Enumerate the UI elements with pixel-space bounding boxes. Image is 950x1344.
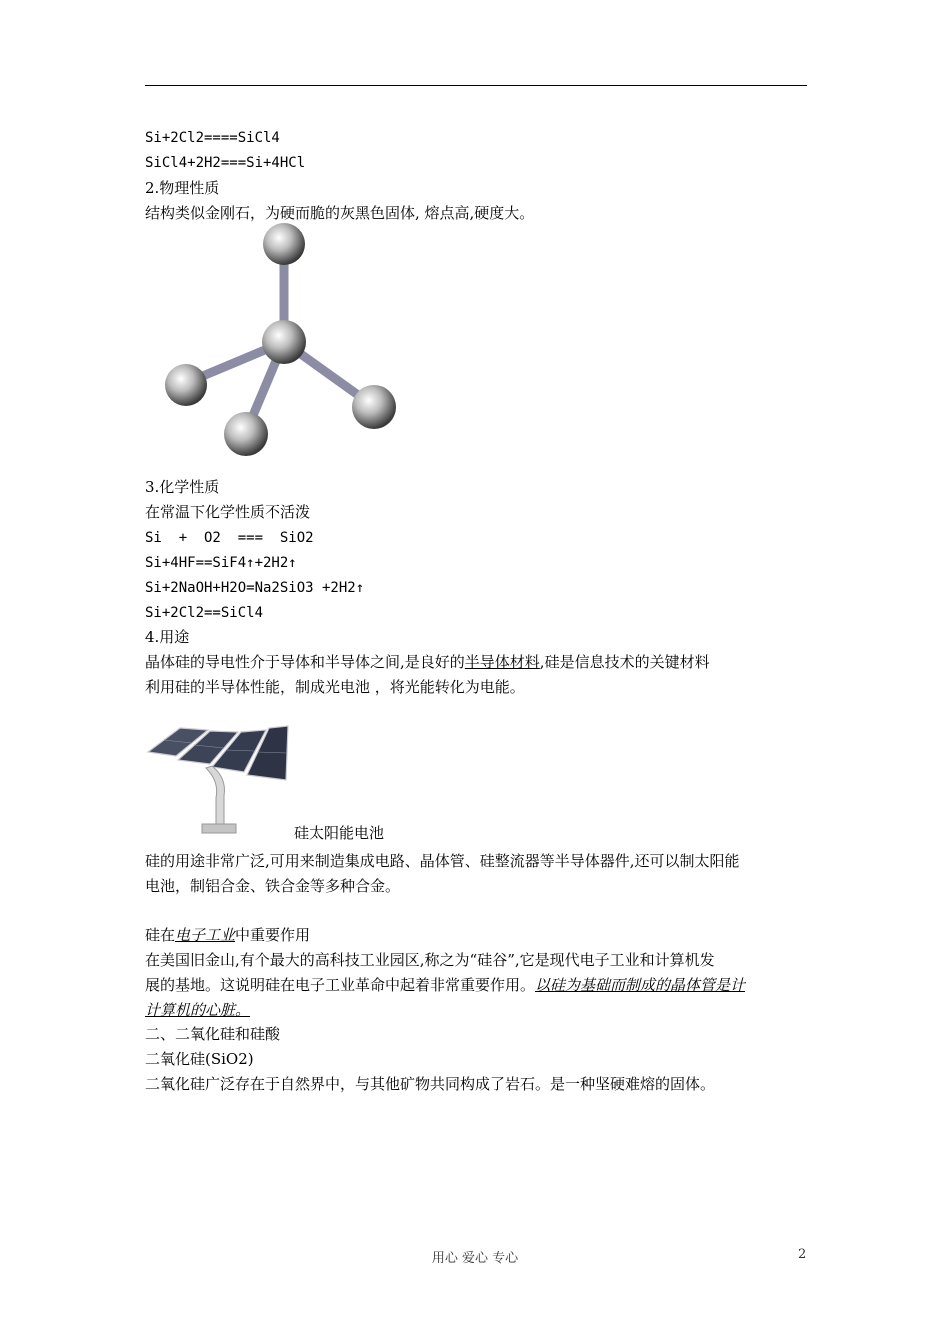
subheading: 二氧化硅(SiO2)	[145, 1050, 254, 1068]
paragraph: 在美国旧金山,有个最大的高科技工业园区,称之为“硅谷”,它是现代电子工业和计算机发	[145, 951, 715, 969]
atom	[263, 223, 305, 265]
equation-line: Si+2NaOH+H2O=Na2SiO3 +2H2↑	[145, 580, 365, 596]
header-rule	[145, 85, 807, 86]
emphasis-text: 以硅为基础而制成的晶体管是计	[535, 976, 746, 994]
subheading	[145, 925, 310, 945]
atom	[352, 385, 396, 429]
paragraph: 电池，制铝合金、铁合金等多种合金。	[145, 877, 401, 895]
paragraph	[145, 652, 710, 672]
section-heading: 3.化学性质	[145, 478, 220, 496]
atom	[224, 412, 268, 456]
semiconductor-material-link[interactable]: 半导体材料	[464, 653, 540, 671]
electronics-industry-link[interactable]: 电子工业	[175, 926, 236, 944]
paragraph	[145, 975, 745, 995]
equation-line: Si+2Cl2==SiCl4	[145, 605, 264, 621]
text-run: 中重要作用	[235, 926, 311, 944]
equation-line: SiCl4+2H2===Si+4HCl	[145, 155, 306, 171]
paragraph: 二氧化硅广泛存在于自然界中，与其他矿物共同构成了岩石。是一种坚硬难熔的固体。	[145, 1075, 716, 1093]
paragraph: 结构类似金刚石，为硬而脆的灰黑色固体, 熔点高,硬度大。	[145, 204, 535, 222]
panel-base	[202, 824, 236, 833]
paragraph: 利用硅的半导体性能，制成光电池 ，将光能转化为电能。	[145, 678, 525, 696]
atom	[262, 320, 306, 364]
section-heading: 二、二氧化硅和硅酸	[145, 1025, 281, 1043]
paragraph: 在常温下化学性质不活泼	[145, 503, 311, 521]
text-run: ,硅是信息技术的关键材料	[539, 653, 710, 671]
paragraph: 硅的用途非常广泛,可用来制造集成电路、晶体管、硅整流器等半导体器件,还可以制太阳能	[145, 852, 740, 870]
solar-panel-figure	[146, 722, 294, 840]
text-run: 展的基地。这说明硅在电子工业革命中起着非常重要作用。	[145, 976, 536, 994]
tetrahedral-structure-figure	[160, 220, 410, 465]
text-run: 晶体硅的导电性介于导体和半导体之间,是良好的	[145, 653, 465, 671]
panel-stand	[206, 766, 225, 826]
page-number: 2	[798, 1247, 807, 1262]
emphasis-text: 计算机的心脏。	[145, 1001, 251, 1019]
text-run: 硅在	[145, 926, 176, 944]
equation-line: Si+2Cl2====SiCl4	[145, 130, 280, 146]
footer-motto: 用心 爱心 专心	[431, 1251, 519, 1266]
atom	[165, 364, 207, 406]
paragraph	[145, 1000, 250, 1020]
figure-caption: 硅太阳能电池	[294, 824, 385, 842]
equation-line: Si + O2 === SiO2	[145, 530, 314, 546]
equation-line: Si+4HF==SiF4↑+2H2↑	[145, 555, 297, 571]
section-heading: 4.用途	[145, 628, 190, 646]
section-heading: 2.物理性质	[145, 179, 220, 197]
